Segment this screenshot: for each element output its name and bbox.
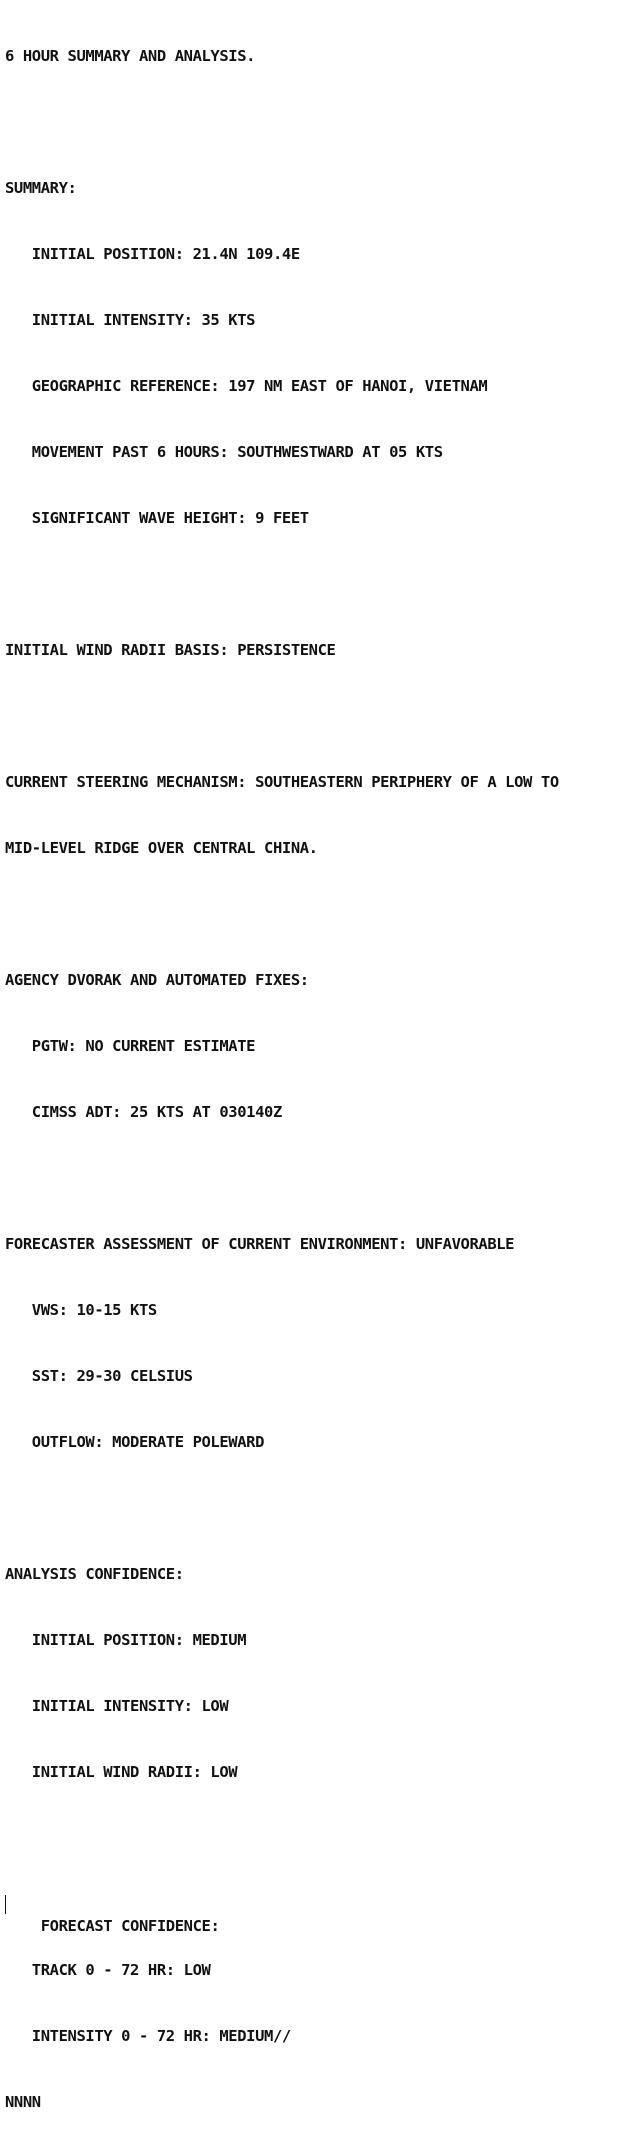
doc-line: NNNN: [5, 2093, 41, 2111]
doc-line: FORECASTER ASSESSMENT OF CURRENT ENVIRONMENT: UNFAVORABLE: [5, 1235, 515, 1253]
doc-line: INITIAL POSITION: MEDIUM: [5, 1631, 247, 1649]
doc-line: [5, 573, 641, 595]
doc-line: [5, 1497, 641, 1519]
doc-line: GEOGRAPHIC REFERENCE: 197 NM EAST OF HANOI, VIETNAM: [5, 377, 488, 395]
doc-line: [5, 903, 641, 925]
doc-line: CURRENT STEERING MECHANISM: SOUTHEASTERN PERIPHERY OF A LOW TO: [5, 773, 559, 791]
doc-line: SST: 29-30 CELSIUS: [5, 1367, 193, 1385]
document-text-area[interactable]: [5, 1, 641, 2135]
doc-line: INITIAL INTENSITY: 35 KTS: [5, 311, 256, 329]
doc-line: AGENCY DVORAK AND AUTOMATED FIXES:: [5, 971, 309, 989]
doc-line: PGTW: NO CURRENT ESTIMATE: [5, 1037, 256, 1055]
doc-line: [5, 705, 641, 727]
doc-line: MID-LEVEL RIDGE OVER CENTRAL CHINA.: [5, 839, 318, 857]
doc-line: [5, 111, 641, 133]
doc-line: VWS: 10-15 KTS: [5, 1301, 157, 1319]
doc-line: INITIAL INTENSITY: LOW: [5, 1697, 229, 1715]
doc-line: [5, 1827, 641, 1849]
doc-line: CIMSS ADT: 25 KTS AT 030140Z: [5, 1103, 282, 1121]
doc-line: SUMMARY:: [5, 179, 77, 197]
doc-line: SIGNIFICANT WAVE HEIGHT: 9 FEET: [5, 509, 309, 527]
doc-line: TRACK 0 - 72 HR: LOW: [5, 1961, 211, 1979]
doc-line-with-caret: [5, 1893, 641, 1935]
doc-line: OUTFLOW: MODERATE POLEWARD: [5, 1433, 265, 1451]
doc-line: INITIAL WIND RADII BASIS: PERSISTENCE: [5, 641, 336, 659]
text-caret: [5, 1895, 6, 1914]
doc-line: 6 HOUR SUMMARY AND ANALYSIS.: [5, 47, 256, 65]
doc-line: INITIAL POSITION: 21.4N 109.4E: [5, 245, 300, 263]
doc-line: INTENSITY 0 - 72 HR: MEDIUM//: [5, 2027, 291, 2045]
doc-line: ANALYSIS CONFIDENCE:: [5, 1565, 184, 1583]
doc-line-text: FORECAST CONFIDENCE:: [40, 1917, 220, 1935]
doc-line: INITIAL WIND RADII: LOW: [5, 1763, 238, 1781]
doc-line: [5, 1167, 641, 1189]
doc-line: MOVEMENT PAST 6 HOURS: SOUTHWESTWARD AT 05 KTS: [5, 443, 443, 461]
